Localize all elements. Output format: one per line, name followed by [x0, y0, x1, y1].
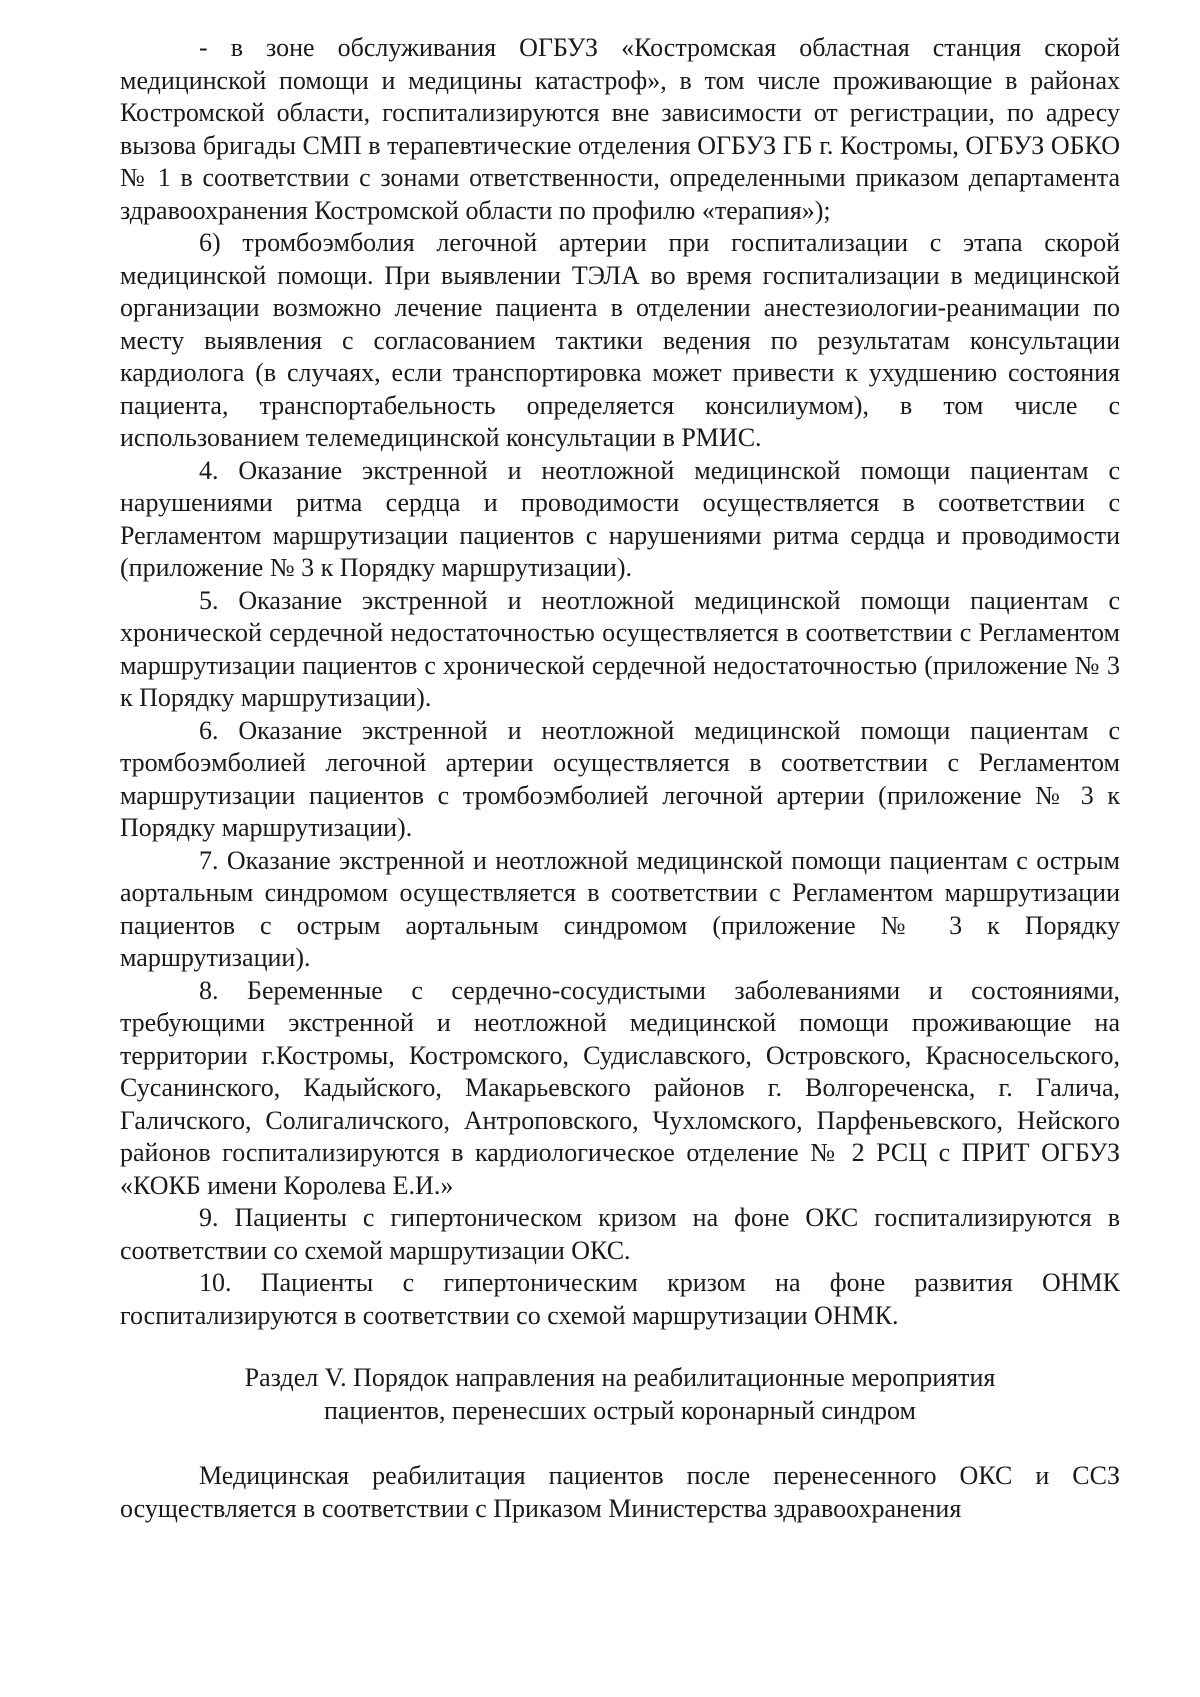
document-page — [120, 32, 1120, 1525]
section-heading-line-1: Раздел V. Порядок направления на реабилитационные мероприятия — [244, 1363, 996, 1392]
paragraph-4-arrhythmia: 4. Оказание экстренной и неотложной медицинской помощи пациентам с нарушениями ритма сердца и проводимости осуществляется в соответствии с Регламентом маршрутизации пациентов с нарушениями ритма сердца и проводимости (приложение № 3 к Порядку маршрутизации). — [120, 455, 1120, 582]
paragraph-5-heart-failure: 5. Оказание экстренной и неотложной медицинской помощи пациентам с хронической сердечной недостаточностью осуществляется в соответствии с Регламентом маршрутизации пациентов с хронической сердечной недостаточностью (приложение № 3 к Порядку маршрутизации). — [120, 585, 1120, 712]
section-heading-line-2: пациентов, перенесших острый коронарный синдром — [324, 1395, 916, 1425]
paragraph-9-hypertensive-acs: 9. Пациенты с гипертоническом кризом на фоне ОКС госпитализируются в соответствии со схемой маршрутизации ОКС. — [120, 1203, 1120, 1265]
section-heading — [120, 1362, 1120, 1427]
paragraph-6-thromboembolism: 6. Оказание экстренной и неотложной медицинской помощи пациентам с тромбоэмболией легочной артерии осуществляется в соответствии с Регламентом маршрутизации пациентов с тромбоэмболией легочной артерии (приложение № 3 к Порядку маршрутизации). — [120, 715, 1120, 842]
paragraph-rehabilitation: Медицинская реабилитация пациентов после перенесенного ОКС и ССЗ осуществляется в соответствии с Приказом Министерства здравоохранения — [120, 1461, 1120, 1523]
paragraph-service-zone: - в зоне обслуживания ОГБУЗ «Костромская областная станция скорой медицинской помощи и медицины катастроф», в том числе проживающие в районах Костромской области, госпитализируются вне зависимости от регистрации, по адресу вызова бригады СМП в терапевтические отделения ОГБУЗ ГБ г. Костромы, ОГБУЗ ОБКО № 1 в соответствии с зонами ответственности, определенными приказом департамента здравоохранения Костромской области по профилю «терапия»); — [120, 33, 1120, 225]
paragraph-10-hypertensive-stroke: 10. Пациенты с гипертоническим кризом на фоне развития ОНМК госпитализируются в соответствии со схемой маршрутизации ОНМК. — [120, 1268, 1120, 1330]
paragraph-7-aortic-syndrome: 7. Оказание экстренной и неотложной медицинской помощи пациентам с острым аортальным синдромом осуществляется в соответствии с Регламентом маршрутизации пациентов с острым аортальным синдромом (приложение № 3 к Порядку маршрутизации). — [120, 845, 1120, 972]
paragraph-8-pregnant: 8. Беременные с сердечно-сосудистыми заболеваниями и состояниями, требующими экстренной и неотложной медицинской помощи проживающие на территории г.Костромы, Костромского, Судиславского, Островского, Красносельского, Сусанинского, Кадыйского, Макарьевского районов г. Волгореченска, г. Галича, Галичского, Солигаличского, Антроповского, Чухломского, Парфеньевского, Нейского районов госпитализируются в кардиологическое отделение № 2 РСЦ с ПРИТ ОГБУЗ «КОКБ имени Королева Е.И.» — [120, 975, 1120, 1200]
paragraph-pulmonary-embolism: 6) тромбоэмболия легочной артерии при госпитализации с этапа скорой медицинской помощи. При выявлении ТЭЛА во время госпитализации в медицинской организации возможно лечение пациента в отделении анестезиологии-реанимации по месту выявления с согласованием тактики ведения по результатам консультации кардиолога (в случаях, если транспортировка может привести к ухудшению состояния пациента, транспортабельность определяется консилиумом), в том числе с использованием телемедицинской консультации в РМИС. — [120, 228, 1120, 452]
